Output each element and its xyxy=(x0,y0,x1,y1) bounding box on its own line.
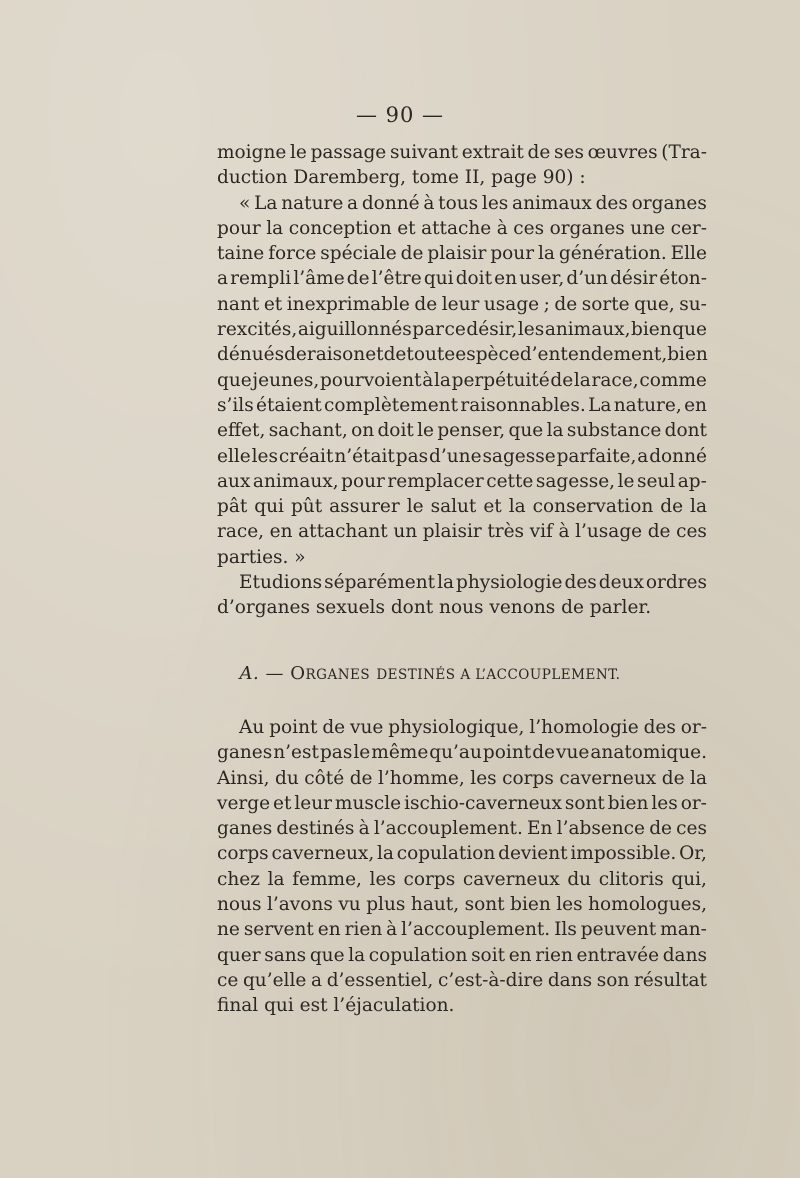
text-line: Au point de vue physiologique, l’homologie des or- xyxy=(239,717,707,738)
text-line: ne servent en rien à l’accouplement. Ils peuvent man- xyxy=(217,919,707,941)
text-line: nous l’avons vu plus haut, sont bien les homologues, xyxy=(217,894,707,916)
text-line: race, en attachant un plaisir très vif à l’usage de ces xyxy=(217,521,707,543)
text-line: parties. » xyxy=(217,546,306,568)
text-line: quer sans que la copulation soit en rien entravée dans xyxy=(217,944,707,966)
text-line: Etudions séparément la physiologie des deux ordres xyxy=(239,572,707,594)
text-line: elle les créait n’était pas d’une sagesse parfaite, a donné xyxy=(217,445,707,467)
section-letter: A. xyxy=(239,663,260,684)
section-heading xyxy=(30,663,800,684)
text-line: aux animaux, pour remplacer cette sagesse, le seul ap- xyxy=(217,470,707,492)
paragraph-galen-quote xyxy=(217,140,707,621)
text-line: ganes destinés à l’accouplement. En l’absence de ces xyxy=(217,818,707,840)
text-line: que jeunes, pourvoient à la perpétuité de la race, comme xyxy=(217,369,707,391)
text-line: duction Daremberg, tome II, page 90) : xyxy=(217,167,586,189)
text-line: ce qu’elle a d’essentiel, c’est-à-dire dans son résultat xyxy=(217,969,707,991)
text-line: Ainsi, du côté de l’homme, les corps caverneux de la xyxy=(217,767,707,789)
text-line: a rempli l’âme de l’être qui doit en user, d’un désir éton- xyxy=(217,268,707,290)
text-line: s’ils étaient complètement raisonnables. La nature, en xyxy=(217,394,707,416)
text-line: final qui est l’éjaculation. xyxy=(217,995,455,1017)
text-line: ganes n’est pas le même qu’au point de vue anatomique. xyxy=(217,742,707,764)
text-line: effet, sachant, on doit le penser, que la substance dont xyxy=(217,420,707,442)
text-line: moigne le passage suivant extrait de ses œuvres (Tra- xyxy=(217,142,707,163)
text-line: d’organes sexuels dont nous venons de parler. xyxy=(217,597,652,619)
section-title: DESTINÉS A L’ACCOUPLEMENT. xyxy=(376,667,621,683)
text-line: chez la femme, les corps caverneux du clitoris qui, xyxy=(217,868,707,890)
text-line: taine force spéciale de plaisir pour la génération. Elle xyxy=(217,243,707,265)
text-line: rexcités, aiguillonnés par ce désir, les animaux, bien que xyxy=(217,319,707,341)
text-line: « La nature a donné à tous les animaux des organes xyxy=(239,192,707,214)
text-line: corps caverneux, la copulation devient impossible. Or, xyxy=(217,843,707,865)
page-number: — 90 — xyxy=(355,103,445,127)
text-line: pât qui pût assurer le salut et la conservation de la xyxy=(217,496,707,518)
section-title-rest: RGANES xyxy=(305,667,371,683)
text-line: dénués de raison et de toute espèce d’entendement, bien xyxy=(217,344,708,366)
paragraph-physiology xyxy=(217,715,707,1019)
section-dash: — xyxy=(265,663,284,684)
section-title-cap: O xyxy=(290,663,306,684)
text-line: verge et leur muscle ischio-caverneux sont bien les or- xyxy=(217,792,707,814)
text-line: pour la conception et attache à ces organes une cer- xyxy=(217,217,707,239)
text-line: nant et inexprimable de leur usage ; de sorte que, su- xyxy=(217,293,707,315)
